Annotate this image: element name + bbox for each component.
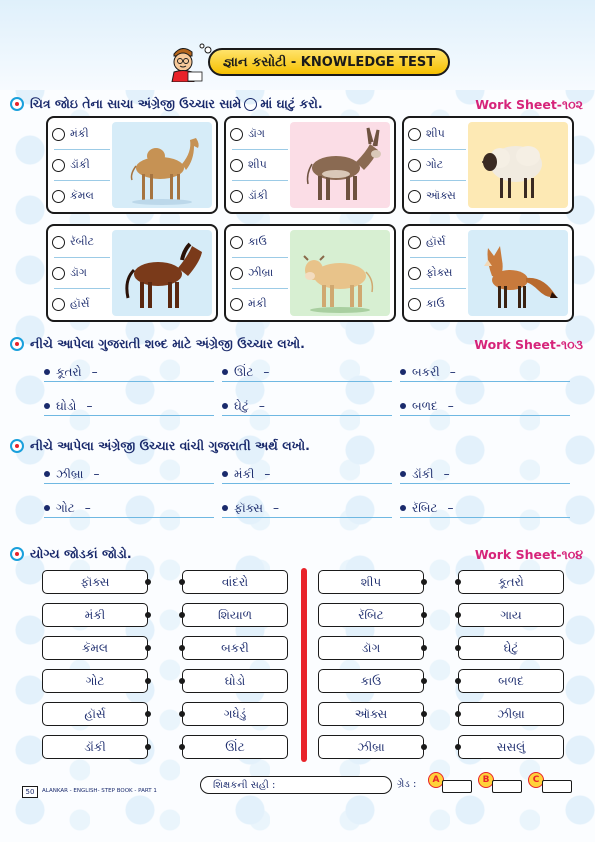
english-word-row[interactable] — [400, 498, 570, 518]
section-bullet-icon — [10, 337, 24, 351]
fox-picture — [468, 230, 568, 316]
match-dot-icon[interactable] — [179, 678, 185, 684]
dash: – — [264, 467, 271, 481]
option-divider — [232, 149, 288, 150]
option-1[interactable] — [230, 230, 288, 254]
radio-circle-icon[interactable] — [408, 236, 421, 249]
answer-line[interactable] — [44, 483, 214, 484]
option-divider — [54, 149, 110, 150]
section-1-heading — [10, 96, 323, 112]
option-1[interactable] — [52, 230, 110, 254]
student-mascot-icon — [168, 42, 212, 82]
section-4-instruction: યોગ્ય જોડકાં જોડો. — [30, 546, 132, 561]
dash: – — [258, 399, 265, 413]
radio-circle-icon[interactable] — [52, 159, 65, 172]
match-dot-icon[interactable] — [145, 612, 151, 618]
dash: – — [86, 399, 93, 413]
option-label: ડૉગ — [248, 127, 265, 140]
answer-line[interactable] — [400, 381, 570, 382]
match-box-col1[interactable] — [42, 636, 148, 660]
match-word: શિયાળ — [217, 607, 253, 622]
match-box-col4[interactable] — [458, 669, 564, 693]
section-4-heading — [10, 546, 132, 562]
option-1[interactable] — [52, 122, 110, 146]
answer-circle-icon — [244, 98, 257, 111]
grade-medal-icon: B — [478, 772, 494, 788]
english-word-row[interactable] — [400, 464, 570, 484]
english-word-row[interactable] — [44, 464, 214, 484]
prompt-word: રૅબિટ — [412, 500, 438, 515]
match-box-col1[interactable] — [42, 669, 148, 693]
option-divider — [54, 180, 110, 181]
answer-line[interactable] — [400, 483, 570, 484]
match-dot-icon[interactable] — [421, 612, 427, 618]
instruction-part-1: ચિત્ર જોઇ તેના સાચા અંગ્રેજી ઉચ્ચાર સામે — [30, 96, 242, 111]
bullet-dot-icon — [44, 505, 50, 511]
section-3-heading — [10, 438, 310, 454]
option-label: રૅબીટ — [70, 235, 95, 248]
prompt-word: ઘેટું — [234, 398, 249, 413]
match-box-col4[interactable] — [458, 636, 564, 660]
match-word: બકરી — [221, 640, 249, 655]
dash: – — [449, 365, 456, 379]
option-3[interactable] — [230, 292, 288, 316]
section-2-instruction: નીચે આપેલા ગુજરાતી શબ્દ માટે અંગ્રેજી ઉચ્ચાર લખો. — [30, 336, 305, 351]
match-word: હૉર્સ — [84, 706, 106, 721]
prompt-word: બળદ — [412, 398, 438, 413]
radio-circle-icon[interactable] — [52, 267, 65, 280]
dash: – — [447, 501, 454, 515]
dash: – — [91, 365, 98, 379]
grade-box[interactable] — [542, 780, 572, 793]
prompt-word: ગોટ — [56, 500, 75, 515]
match-box-col2[interactable] — [182, 735, 288, 759]
match-box-col1[interactable] — [42, 570, 148, 594]
match-box-col2[interactable] — [182, 669, 288, 693]
bullet-dot-icon — [44, 471, 50, 477]
match-word: ઝીબ્રા — [497, 706, 525, 721]
match-word: શીપ — [360, 574, 382, 589]
option-1[interactable] — [230, 122, 288, 146]
horse-picture — [112, 230, 212, 316]
animal-card-sheep — [402, 116, 574, 214]
option-divider — [232, 180, 288, 181]
page-title: જ્ઞાન કસોટી - KNOWLEDGE TEST — [208, 48, 450, 76]
option-2[interactable] — [52, 261, 110, 285]
sheep-picture — [468, 122, 568, 208]
option-label: મંકી — [70, 127, 89, 140]
option-divider — [410, 149, 466, 150]
grade-box[interactable] — [492, 780, 522, 793]
cow-picture — [290, 230, 390, 316]
match-box-col1[interactable] — [42, 603, 148, 627]
prompt-word: ફૉક્સ — [234, 500, 263, 515]
match-dot-icon[interactable] — [421, 744, 427, 750]
answer-line[interactable] — [222, 381, 392, 382]
option-2[interactable] — [230, 153, 288, 177]
option-label: ઑક્સ — [426, 189, 456, 202]
answer-line[interactable] — [44, 381, 214, 382]
option-3[interactable] — [52, 184, 110, 208]
option-2[interactable] — [408, 153, 466, 177]
match-dot-icon[interactable] — [179, 744, 185, 750]
match-word: ગધેડું — [223, 706, 247, 721]
match-dot-icon[interactable] — [145, 678, 151, 684]
dash: – — [447, 399, 454, 413]
answer-line[interactable] — [222, 517, 392, 518]
grade-C[interactable] — [528, 772, 578, 794]
gujarati-word-row[interactable] — [400, 362, 570, 382]
option-divider — [410, 288, 466, 289]
match-word: ગાય — [500, 607, 522, 622]
gujarati-word-row[interactable] — [400, 396, 570, 416]
match-dot-icon[interactable] — [145, 744, 151, 750]
option-divider — [410, 257, 466, 258]
option-label: ડૉંકી — [248, 189, 268, 202]
match-word: ઘોડો — [224, 673, 246, 688]
option-label: શીપ — [426, 127, 445, 140]
match-word: ઑક્સ — [354, 706, 388, 721]
option-divider — [232, 288, 288, 289]
bullet-dot-icon — [222, 505, 228, 511]
match-box-col4[interactable] — [458, 570, 564, 594]
option-3[interactable] — [230, 184, 288, 208]
prompt-word: બકરી — [412, 364, 440, 379]
match-box-col4[interactable] — [458, 702, 564, 726]
option-label: ડૉંકી — [70, 158, 90, 171]
option-divider — [54, 288, 110, 289]
match-dot-icon[interactable] — [455, 711, 461, 717]
match-dot-icon[interactable] — [455, 579, 461, 585]
option-label: કાઉ — [248, 235, 267, 248]
animal-card-camel — [46, 116, 218, 214]
radio-circle-icon[interactable] — [230, 128, 243, 141]
grade-medal-icon: A — [428, 772, 444, 788]
option-label: ઝીબ્રા — [248, 266, 274, 279]
grade-B[interactable] — [478, 772, 528, 794]
bullet-dot-icon — [222, 403, 228, 409]
bullet-dot-icon — [222, 471, 228, 477]
option-3[interactable] — [52, 292, 110, 316]
option-2[interactable] — [52, 153, 110, 177]
radio-circle-icon[interactable] — [408, 159, 421, 172]
match-box-col2[interactable] — [182, 570, 288, 594]
match-box-col2[interactable] — [182, 603, 288, 627]
answer-line[interactable] — [222, 483, 392, 484]
section-bullet-icon — [10, 439, 24, 453]
radio-circle-icon[interactable] — [230, 159, 243, 172]
option-label: શીપ — [248, 158, 267, 171]
match-word: કૂતરો — [498, 574, 524, 589]
match-word: ગોટ — [85, 673, 105, 688]
option-1[interactable] — [408, 230, 466, 254]
match-dot-icon[interactable] — [145, 711, 151, 717]
bullet-dot-icon — [44, 369, 50, 375]
radio-circle-icon[interactable] — [52, 190, 65, 203]
donkey-picture — [290, 122, 390, 208]
gujarati-word-row[interactable] — [44, 396, 214, 416]
option-label: કૅમલ — [70, 189, 94, 202]
prompt-word: ડૉંકી — [412, 466, 434, 481]
radio-circle-icon[interactable] — [408, 298, 421, 311]
option-2[interactable] — [230, 261, 288, 285]
match-dot-icon[interactable] — [421, 579, 427, 585]
option-3[interactable] — [408, 184, 466, 208]
dash: – — [263, 365, 270, 379]
page-footer — [0, 772, 595, 802]
option-divider — [232, 257, 288, 258]
dash: – — [93, 467, 100, 481]
match-box-col3[interactable] — [318, 636, 424, 660]
option-label: ડૉગ — [70, 266, 87, 279]
match-box-col3[interactable] — [318, 570, 424, 594]
page-number: 50 — [22, 786, 38, 798]
option-3[interactable] — [408, 292, 466, 316]
radio-circle-icon[interactable] — [230, 267, 243, 280]
animal-card-donkey — [224, 116, 396, 214]
prompt-word: કૂતરો — [56, 364, 82, 379]
match-word: ફૉક્સ — [80, 574, 110, 589]
match-box-col3[interactable] — [318, 603, 424, 627]
match-word: ઘેટું — [503, 640, 519, 655]
match-word: ઝીબ્રા — [357, 739, 385, 754]
bullet-dot-icon — [400, 369, 406, 375]
match-word: કૅમલ — [81, 640, 109, 655]
option-label: કાઉ — [426, 297, 445, 310]
english-word-row[interactable] — [44, 498, 214, 518]
match-dot-icon[interactable] — [455, 645, 461, 651]
radio-circle-icon[interactable] — [230, 190, 243, 203]
prompt-word: ઝીબ્રા — [56, 466, 84, 481]
match-word: મંકી — [84, 607, 106, 622]
radio-circle-icon[interactable] — [408, 190, 421, 203]
match-word: ડૉંકી — [84, 739, 106, 754]
section-bullet-icon — [10, 547, 24, 561]
grade-box[interactable] — [442, 780, 472, 793]
animal-card-horse — [46, 224, 218, 322]
worksheet-number-103: Work Sheet-૧૦૩ — [474, 337, 583, 352]
match-box-col3[interactable] — [318, 735, 424, 759]
animal-card-cow — [224, 224, 396, 322]
match-word: રૅબિટ — [358, 607, 384, 622]
prompt-word: ઊંટ — [234, 364, 254, 379]
option-label: ગોટ — [426, 158, 444, 171]
match-box-col3[interactable] — [318, 669, 424, 693]
signature-label: શિક્ષકની સહી : — [213, 779, 276, 791]
bullet-dot-icon — [400, 505, 406, 511]
instruction-part-2: માં ઘાટું કરો. — [260, 96, 323, 111]
match-box-col3[interactable] — [318, 702, 424, 726]
match-dot-icon[interactable] — [179, 711, 185, 717]
english-word-row[interactable] — [222, 498, 392, 518]
match-dot-icon[interactable] — [455, 678, 461, 684]
radio-circle-icon[interactable] — [408, 128, 421, 141]
english-word-row[interactable] — [222, 464, 392, 484]
answer-line[interactable] — [222, 415, 392, 416]
match-dot-icon[interactable] — [145, 645, 151, 651]
match-dot-icon[interactable] — [421, 645, 427, 651]
dash: – — [443, 467, 450, 481]
grade-medal-icon: C — [528, 772, 544, 788]
section-3-instruction: નીચે આપેલા અંગ્રેજી ઉચ્ચાર વાંચી ગુજરાતી અર્થ લખો. — [30, 438, 310, 453]
match-word: ઊંટ — [225, 739, 245, 754]
match-word: ડૉગ — [361, 640, 381, 655]
gujarati-word-row[interactable] — [44, 362, 214, 382]
teacher-signature-field[interactable] — [200, 776, 392, 794]
bullet-dot-icon — [44, 403, 50, 409]
option-divider — [410, 180, 466, 181]
grade-A[interactable] — [428, 772, 478, 794]
gujarati-word-row[interactable] — [222, 362, 392, 382]
dash: – — [272, 501, 279, 515]
answer-line[interactable] — [44, 415, 214, 416]
gujarati-word-row[interactable] — [222, 396, 392, 416]
prompt-word: મંકી — [234, 466, 255, 481]
match-dot-icon[interactable] — [421, 678, 427, 684]
option-1[interactable] — [408, 122, 466, 146]
match-box-col2[interactable] — [182, 636, 288, 660]
match-word: સસલું — [496, 739, 526, 754]
radio-circle-icon[interactable] — [408, 267, 421, 280]
worksheet-number-102: Work Sheet-૧૦૨ — [475, 97, 583, 112]
option-label: હૉર્સ — [70, 297, 90, 310]
animal-card-fox — [402, 224, 574, 322]
section-1-instruction — [30, 96, 323, 112]
answer-line[interactable] — [44, 517, 214, 518]
option-label: ફોક્સ — [426, 266, 453, 279]
match-box-col2[interactable] — [182, 702, 288, 726]
bullet-dot-icon — [400, 403, 406, 409]
match-box-col4[interactable] — [458, 603, 564, 627]
section-2-heading — [10, 336, 305, 352]
match-dot-icon[interactable] — [145, 579, 151, 585]
grade-label: ગ્રેડ : — [397, 779, 417, 790]
radio-circle-icon[interactable] — [52, 128, 65, 141]
match-dot-icon[interactable] — [455, 744, 461, 750]
match-word: બળદ — [498, 673, 524, 688]
worksheet-number-104: Work Sheet-૧૦૪ — [474, 547, 583, 562]
match-box-col1[interactable] — [42, 735, 148, 759]
radio-circle-icon[interactable] — [52, 236, 65, 249]
option-2[interactable] — [408, 261, 466, 285]
match-dot-icon[interactable] — [179, 579, 185, 585]
page-header — [168, 42, 452, 78]
match-dot-icon[interactable] — [455, 612, 461, 618]
bullet-dot-icon — [222, 369, 228, 375]
answer-line[interactable] — [400, 415, 570, 416]
match-word: કાઉ — [360, 673, 382, 688]
dash: – — [84, 501, 91, 515]
match-box-col4[interactable] — [458, 735, 564, 759]
bullet-dot-icon — [400, 471, 406, 477]
match-dot-icon[interactable] — [179, 612, 185, 618]
match-dot-icon[interactable] — [179, 645, 185, 651]
camel-picture — [112, 122, 212, 208]
option-divider — [54, 257, 110, 258]
section-bullet-icon — [10, 97, 24, 111]
match-dot-icon[interactable] — [421, 711, 427, 717]
option-label: મંકી — [248, 297, 267, 310]
option-label: હૉર્સ — [426, 235, 446, 248]
match-divider — [301, 568, 307, 762]
prompt-word: ઘોડો — [56, 398, 77, 413]
book-title: ALANKAR - ENGLISH- STEP BOOK - PART 1 — [42, 788, 157, 794]
answer-line[interactable] — [400, 517, 570, 518]
radio-circle-icon[interactable] — [230, 298, 243, 311]
radio-circle-icon[interactable] — [230, 236, 243, 249]
match-word: વાંદરો — [221, 574, 249, 589]
match-box-col1[interactable] — [42, 702, 148, 726]
radio-circle-icon[interactable] — [52, 298, 65, 311]
